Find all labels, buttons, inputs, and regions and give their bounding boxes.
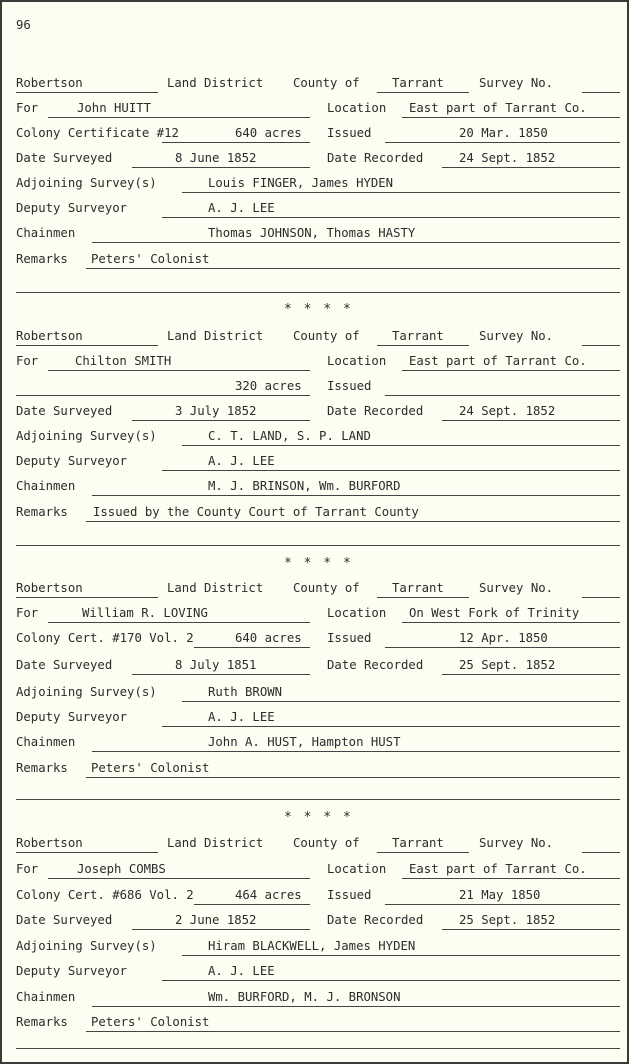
deputy-label: Deputy Surveyor [16, 710, 128, 724]
remarks-value: Peters' Colonist [91, 252, 210, 266]
land-district-label: Land District [167, 76, 264, 90]
date-surveyed-value: 8 June 1852 [175, 151, 257, 165]
county-label: County of [293, 581, 360, 595]
for-value: Joseph COMBS [77, 862, 166, 876]
issued-label: Issued [327, 631, 372, 645]
chainmen-label: Chainmen [16, 226, 76, 240]
location-label: Location [327, 606, 387, 620]
issued-label: Issued [327, 888, 372, 902]
location-label: Location [327, 862, 387, 876]
date-surveyed-label: Date Surveyed [16, 151, 113, 165]
chainmen-label: Chainmen [16, 735, 76, 749]
date-recorded-value: 24 Sept. 1852 [459, 404, 556, 418]
for-value: William R. LOVING [82, 606, 208, 620]
chainmen-value: John A. HUST, Hampton HUST [208, 735, 401, 749]
date-recorded-label: Date Recorded [327, 151, 424, 165]
location-label: Location [327, 354, 387, 368]
acres-value: 320 acres [235, 379, 302, 393]
record-separator: * * * * [284, 302, 353, 317]
date-recorded-value: 25 Sept. 1852 [459, 913, 556, 927]
date-surveyed-label: Date Surveyed [16, 404, 113, 418]
date-recorded-value: 24 Sept. 1852 [459, 151, 556, 165]
survey-no-label: Survey No. [479, 76, 554, 90]
for-label: For [16, 101, 39, 115]
deputy-value: A. J. LEE [208, 964, 275, 978]
county-label: County of [293, 836, 360, 850]
chainmen-value: Wm. BURFORD, M. J. BRONSON [208, 990, 401, 1004]
county-value: Tarrant [392, 76, 444, 90]
deputy-value: A. J. LEE [208, 201, 275, 215]
remarks-label: Remarks [16, 761, 68, 775]
for-value: Chilton SMITH [75, 354, 172, 368]
location-value: East part of Tarrant Co. [409, 862, 587, 876]
county-label: County of [293, 76, 360, 90]
certificate-value: Colony Certificate #12 [16, 126, 179, 140]
adjoining-label: Adjoining Survey(s) [16, 939, 157, 953]
survey-record [2, 836, 629, 1062]
acres-value: 640 acres [235, 126, 302, 140]
remarks-value: Peters' Colonist [91, 761, 210, 775]
location-value: East part of Tarrant Co. [409, 101, 587, 115]
issued-value: 20 Mar. 1850 [459, 126, 548, 140]
survey-no-label: Survey No. [479, 836, 554, 850]
remarks-value: Issued by the County Court of Tarrant County [93, 505, 419, 519]
issued-label: Issued [327, 379, 372, 393]
land-district-label: Land District [167, 581, 264, 595]
location-value: On West Fork of Trinity [409, 606, 580, 620]
certificate-value: Colony Cert. #686 Vol. 2 [16, 888, 194, 902]
county-value: Tarrant [392, 329, 444, 343]
date-recorded-label: Date Recorded [327, 404, 424, 418]
for-label: For [16, 354, 39, 368]
date-surveyed-value: 8 July 1851 [175, 658, 257, 672]
certificate-value: Colony Cert. #170 Vol. 2 [16, 631, 194, 645]
issued-value: 12 Apr. 1850 [459, 631, 548, 645]
deputy-label: Deputy Surveyor [16, 964, 128, 978]
adjoining-label: Adjoining Survey(s) [16, 176, 157, 190]
adjoining-value: Ruth BROWN [208, 685, 283, 699]
issued-label: Issued [327, 126, 372, 140]
date-surveyed-value: 3 July 1852 [175, 404, 257, 418]
remarks-label: Remarks [16, 1015, 68, 1029]
chainmen-value: M. J. BRINSON, Wm. BURFORD [208, 479, 401, 493]
location-label: Location [327, 101, 387, 115]
acres-value: 464 acres [235, 888, 302, 902]
date-surveyed-value: 2 June 1852 [175, 913, 257, 927]
deputy-value: A. J. LEE [208, 454, 275, 468]
survey-record [2, 329, 629, 559]
issued-value: 21 May 1850 [459, 888, 541, 902]
deputy-value: A. J. LEE [208, 710, 275, 724]
adjoining-value: Hiram BLACKWELL, James HYDEN [208, 939, 416, 953]
adjoining-label: Adjoining Survey(s) [16, 685, 157, 699]
chainmen-label: Chainmen [16, 990, 76, 1004]
record-separator: * * * * [284, 810, 353, 825]
location-value: East part of Tarrant Co. [409, 354, 587, 368]
date-recorded-label: Date Recorded [327, 913, 424, 927]
remarks-value: Peters' Colonist [91, 1015, 210, 1029]
district-value: Robertson [16, 581, 83, 595]
deputy-label: Deputy Surveyor [16, 201, 128, 215]
county-label: County of [293, 329, 360, 343]
for-label: For [16, 862, 39, 876]
date-recorded-label: Date Recorded [327, 658, 424, 672]
record-separator: * * * * [284, 556, 353, 571]
deputy-label: Deputy Surveyor [16, 454, 128, 468]
county-value: Tarrant [392, 581, 444, 595]
date-recorded-value: 25 Sept. 1852 [459, 658, 556, 672]
adjoining-value: Louis FINGER, James HYDEN [208, 176, 394, 190]
district-value: Robertson [16, 836, 83, 850]
survey-record [2, 76, 629, 306]
land-district-label: Land District [167, 836, 264, 850]
district-value: Robertson [16, 76, 83, 90]
for-label: For [16, 606, 39, 620]
remarks-label: Remarks [16, 505, 68, 519]
survey-no-label: Survey No. [479, 329, 554, 343]
date-surveyed-label: Date Surveyed [16, 913, 113, 927]
page-number: 96 [16, 18, 31, 32]
chainmen-label: Chainmen [16, 479, 76, 493]
remarks-label: Remarks [16, 252, 68, 266]
acres-value: 640 acres [235, 631, 302, 645]
district-value: Robertson [16, 329, 83, 343]
county-value: Tarrant [392, 836, 444, 850]
survey-record [2, 581, 629, 811]
land-district-label: Land District [167, 329, 264, 343]
survey-no-label: Survey No. [479, 581, 554, 595]
chainmen-value: Thomas JOHNSON, Thomas HASTY [208, 226, 416, 240]
adjoining-label: Adjoining Survey(s) [16, 429, 157, 443]
adjoining-value: C. T. LAND, S. P. LAND [208, 429, 371, 443]
date-surveyed-label: Date Surveyed [16, 658, 113, 672]
for-value: John HUITT [77, 101, 152, 115]
